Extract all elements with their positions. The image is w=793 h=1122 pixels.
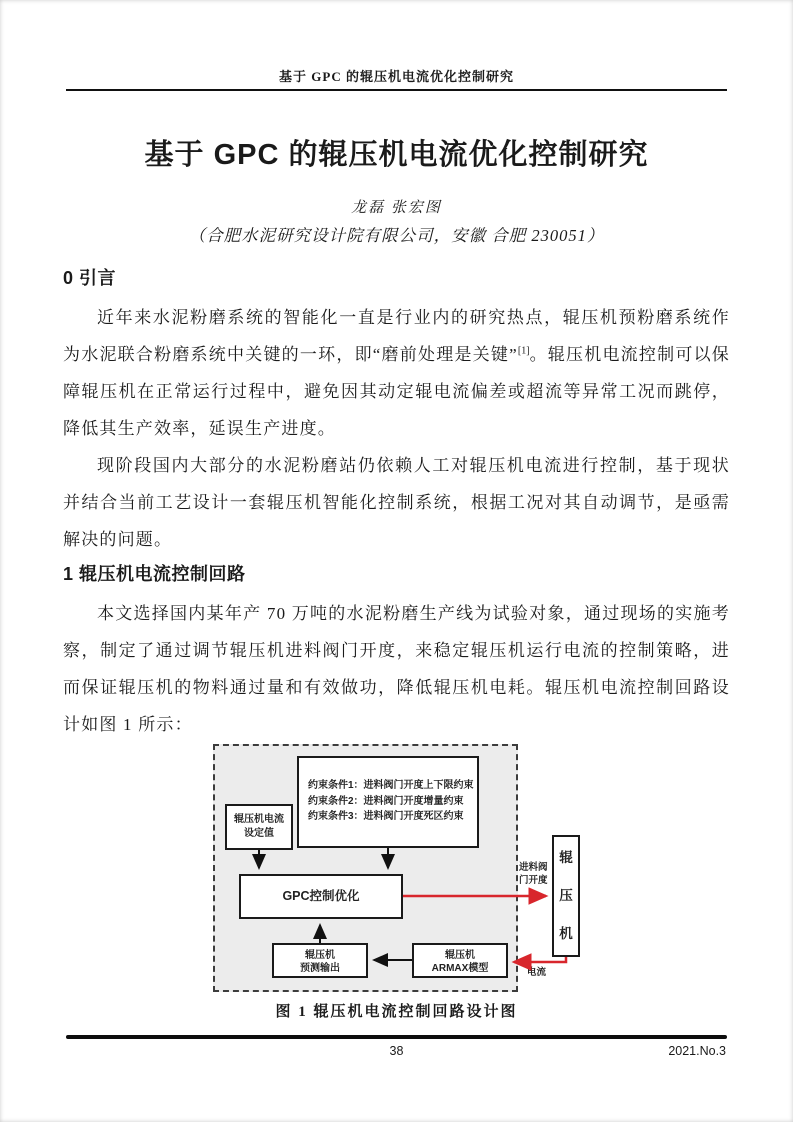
paragraph-section1-1: 本文选择国内某年产 70 万吨的水泥粉磨生产线为试验对象，通过现场的实施考察，制定了通过调节辊压机进料阀门开度，来稳定辊压机运行电流的控制策略，进而保证辊压机的物料通过量和有效做功，降低辊压机电耗。辊压机电流控制回路设计如图 1 所示： <box>63 604 730 734</box>
article-title: 基于 GPC 的辊压机电流优化控制研究 <box>144 139 649 171</box>
paragraph-intro-1 <box>63 299 730 447</box>
section-heading-intro: 0 引言 <box>63 268 117 288</box>
paragraph-text: 。辊压机电流控制可以保障辊压机在正常运行过程中，避免因其动定辊电流偏差或超流等异常工况而跳停，降低其生产效率，延误生产进度。 <box>63 345 730 438</box>
paragraph-intro-2: 现阶段国内大部分的水泥粉磨站仍依赖人工对辊压机电流进行控制，基于现状并结合当前工艺设计一套辊压机智能化控制系统，根据工况对其自动调节，是亟需解决的问题。 <box>63 456 730 549</box>
diagram-arrows <box>0 744 793 1000</box>
citation-ref: [1] <box>517 345 530 357</box>
footer-rule <box>66 1035 727 1039</box>
armax-label-line1: 辊压机 <box>445 950 475 961</box>
article-authors: 龙磊 张宏图 <box>351 200 442 216</box>
header-rule <box>66 89 727 91</box>
armax-label-line2: ARMAX模型 <box>431 963 489 974</box>
current-signal-label: 电流 <box>527 967 547 978</box>
roller-press-box: 辊压机 <box>552 835 580 957</box>
article-affiliation: （合肥水泥研究设计院有限公司，安徽 合肥 230051） <box>188 226 605 245</box>
constraint-line-3: 约束条件3：进料阀门开度死区约束 <box>308 811 464 822</box>
figure-caption: 图 1 辊压机电流控制回路设计图 <box>275 1004 518 1020</box>
paragraph-text: 近年来水泥粉磨系统的智能化一直是行业内的研究热点，辊压机预粉磨系统作为水泥联合粉磨系统中关键的一环，即“磨前处理是关键” <box>63 308 730 364</box>
gpc-optimizer-box: GPC控制优化 <box>239 874 403 919</box>
constraint-line-2: 约束条件2：进料阀门开度增量约束 <box>308 795 464 807</box>
feed-valve-opening-label: 进料阀门开度 <box>519 862 548 886</box>
section-heading-control-loop: 1 辊压机电流控制回路 <box>63 564 246 584</box>
setpoint-label-line1: 辊压机电流 <box>234 814 284 825</box>
control-loop-diagram <box>0 744 793 1000</box>
constraint-line-1: 约束条件1：进料阀门开度上下限约束 <box>308 780 474 791</box>
running-header: 基于 GPC 的辊压机电流优化控制研究 <box>279 69 514 84</box>
setpoint-label-line2: 设定值 <box>244 828 274 839</box>
page-number: 38 <box>389 1044 404 1058</box>
prediction-label-line2: 预测输出 <box>300 963 340 974</box>
arrow-roller-to-armax-red <box>514 957 566 962</box>
issue-number: 2021.No.3 <box>668 1044 726 1058</box>
prediction-label-line1: 辊压机 <box>305 950 335 961</box>
